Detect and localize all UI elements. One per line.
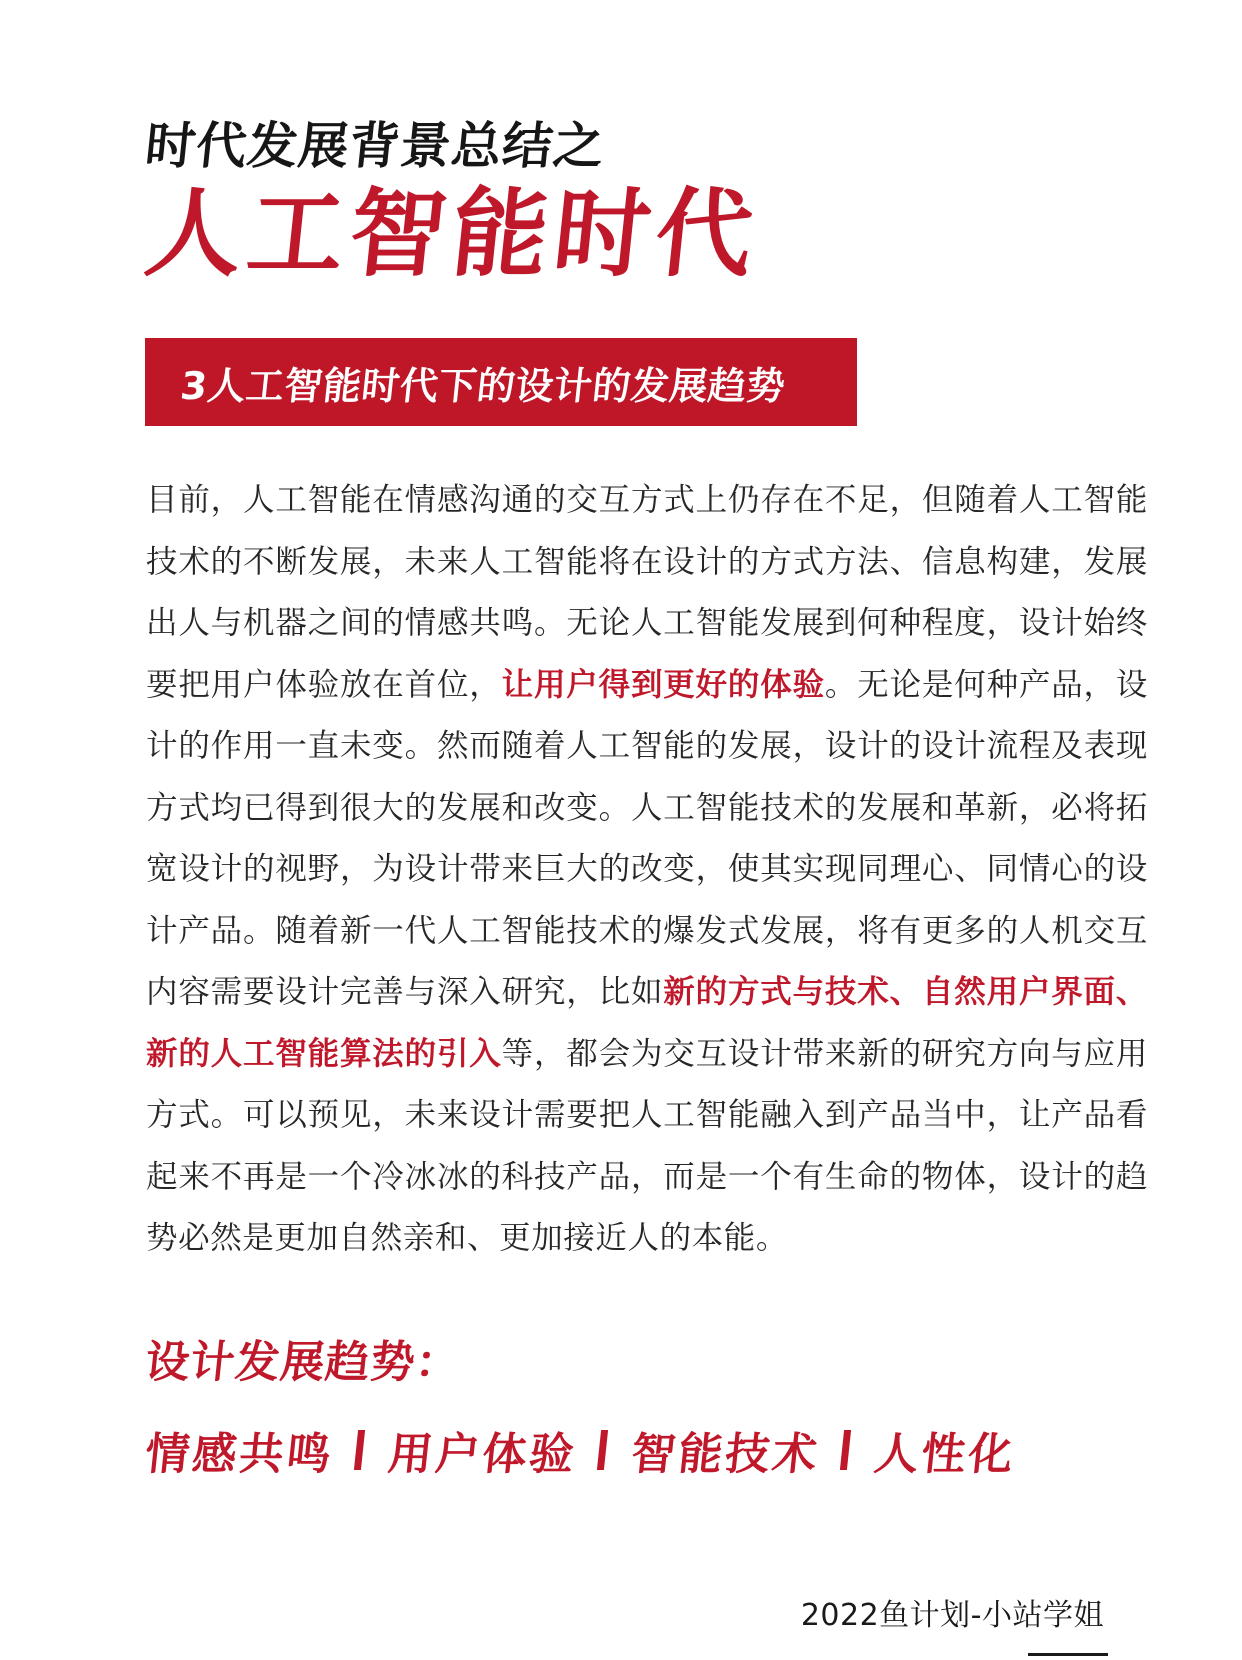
section-banner	[145, 338, 857, 426]
body-text-part-1: 目前，人工智能在情感沟通的交互方式上仍存在不足，但随着人工智能技术的不断发展，未来人工智能将在设计的方式方法、信息构建，发展出人与机器之间的情感共鸣。无论人工智能发展到何种程度，设计始终要把用户体验放在首位，	[146, 482, 1148, 703]
trend-separator	[597, 1430, 608, 1470]
body-text-part-2: 。无论是何种产品，设计的作用一直未变。然而随着人工智能的发展，设计的设计流程及表现方式均已得到很大的发展和改变。人工智能技术的发展和革新，必将拓宽设计的视野，为设计带来巨大的改变，使其实现同理心、同情心的设计产品。随着新一代人工智能技术的爆发式发展，将有更多的人机交互内容需要设计完善与深入研究，比如	[146, 666, 1148, 1010]
body-paragraph	[146, 470, 1148, 1270]
trend-item-smart-tech: 智能技术	[628, 1429, 823, 1480]
footer-credit: 2022鱼计划-小站学姐	[800, 1598, 1104, 1633]
trend-separator	[840, 1430, 851, 1470]
trends-list	[142, 1418, 1019, 1482]
trend-item-emotion: 情感共鸣	[142, 1429, 337, 1480]
trend-item-humanization: 人性化	[871, 1429, 1019, 1480]
footer-divider	[1028, 1653, 1108, 1656]
section-banner-label: 3人工智能时代下的设计的发展趋势	[178, 363, 788, 408]
page-subtitle: 时代发展背景总结之	[142, 117, 608, 175]
trends-heading: 设计发展趋势：	[142, 1337, 464, 1388]
body-text-part-3: 等，都会为交互设计带来新的研究方向与应用方式。可以预见，未来设计需要把人工智能融入到产品当中，让产品看起来不再是一个冷冰冰的科技产品，而是一个有生命的物体，设计的趋势必然是更加自然亲和、更加接近人的本能。	[146, 1035, 1148, 1256]
page-title: 人工智能时代	[140, 178, 764, 290]
body-highlight-2: 新的方式与技术、自然用户界面、新的人工智能算法的引入	[146, 974, 1148, 1072]
trend-separator	[354, 1430, 365, 1470]
trend-item-user-experience: 用户体验	[385, 1429, 580, 1480]
body-highlight-1: 让用户得到更好的体验	[501, 666, 825, 703]
